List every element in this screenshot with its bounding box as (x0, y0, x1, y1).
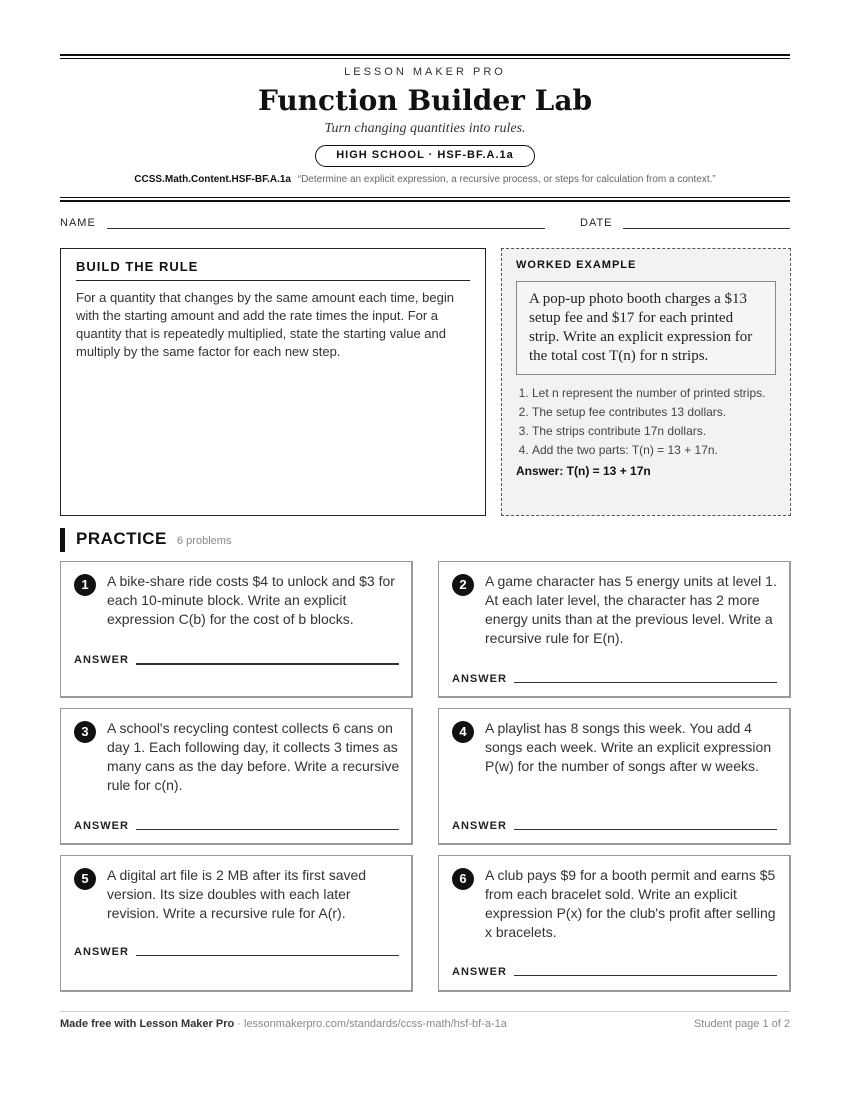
worked-example-answer: Answer: T(n) = 13 + 17n (516, 464, 651, 478)
name-field[interactable] (107, 228, 545, 229)
build-the-rule-text: For a quantity that changes by the same amount each time, begin with the starting amount and add the rate times the input. For a quantity that is repeatedly multiplied, state the starting value and multiply by the same factor for each new step. (76, 290, 454, 359)
standard-line (60, 174, 790, 185)
footer-page-number: Student page 1 of 2 (693, 1018, 790, 1030)
footer-made-with: Made free with Lesson Maker Pro (60, 1018, 235, 1030)
example-step: 3. The strips contribute 17n dollars. (532, 423, 776, 439)
header-top-rule (60, 54, 790, 59)
problem-card-6 (438, 855, 791, 992)
problem-number-badge: 5 (74, 868, 96, 890)
problem-text: A digital art file is 2 MB after its first saved version. Its size doubles with each later revision. Write a recursive rule for A(r). (107, 867, 367, 921)
problem-text: A game character has 5 energy units at level 1. At each later level, the character has 2 more energy units than at the previous level. Write a recursive rule for E(n). (485, 573, 777, 646)
answer-label: ANSWER (452, 673, 507, 685)
worked-example-heading: WORKED EXAMPLE (516, 259, 637, 271)
header-bottom-rule (60, 197, 790, 202)
answer-field[interactable] (514, 682, 777, 683)
problem-card-3 (60, 708, 413, 845)
problem-number-badge: 4 (452, 721, 474, 743)
build-the-rule-heading: BUILD THE RULE (76, 259, 470, 281)
answer-label: ANSWER (452, 820, 507, 832)
brand-name: LESSON MAKER PRO (344, 66, 506, 78)
problem-text: A playlist has 8 songs this week. You add 4 songs each week. Write an explicit expression P(w) for the number of songs after w weeks. (485, 720, 772, 774)
standard-code: CCSS.Math.Content.HSF-BF.A.1a (134, 174, 291, 185)
answer-field[interactable] (136, 955, 399, 956)
problem-text: A club pays $9 for a booth permit and earns $5 from each bracelet sold. Write an explicit expression P(x) for the club's profit after selling x bracelets. (485, 867, 776, 940)
answer-field[interactable] (136, 829, 399, 830)
problem-number-badge: 1 (74, 574, 96, 596)
answer-label: ANSWER (74, 654, 129, 666)
example-step: 4. Add the two parts: T(n) = 13 + 17n. (532, 442, 776, 458)
standard-text: “Determine an explicit expression, a recursive process, or steps for calculation from a context.” (297, 174, 716, 185)
footer-divider (60, 1011, 790, 1012)
practice-count: 6 problems (177, 535, 232, 547)
answer-label: ANSWER (74, 820, 129, 832)
problem-text: A bike-share ride costs $4 to unlock and $3 for each 10-minute block. Write an explicit expression C(b) for the cost of b blocks. (107, 573, 395, 627)
worked-example-box (501, 248, 791, 516)
problem-number-badge: 3 (74, 721, 96, 743)
problem-text: A school's recycling contest collects 6 cans on day 1. Each following day, it collects 3 times as many cans as the day before. Write a recursive rule for c(n). (107, 720, 400, 793)
example-step: 1. Let n represent the number of printed strips. (532, 385, 776, 401)
practice-accent-bar (60, 528, 65, 552)
page-title: Function Builder Lab (257, 84, 593, 117)
problem-card-5 (60, 855, 413, 992)
worked-example-steps (516, 385, 776, 458)
answer-field[interactable] (514, 829, 777, 830)
answer-field[interactable] (136, 663, 399, 665)
problem-card-1 (60, 561, 413, 698)
footer-url[interactable]: · lessonmakerpro.com/standards/ccss-math/hsf-bf-a-1a (234, 1018, 507, 1030)
answer-label: ANSWER (74, 946, 129, 958)
worksheet-page (60, 0, 790, 1100)
date-field[interactable] (623, 228, 790, 229)
page-subtitle: Turn changing quantities into rules. (324, 121, 526, 136)
practice-heading: PRACTICE (76, 529, 167, 548)
answer-label: ANSWER (452, 966, 507, 978)
date-label: DATE (580, 217, 613, 229)
grade-standard-badge: HIGH SCHOOL · HSF-BF.A.1a (315, 145, 535, 167)
build-the-rule-box (60, 248, 486, 516)
footer-credit (60, 1018, 507, 1030)
worked-example-problem: A pop-up photo booth charges a $13 setup fee and $17 for each printed strip. Write an explicit expression for the total cost T(n) for n strips. (516, 281, 776, 375)
example-step: 2. The setup fee contributes 13 dollars. (532, 404, 776, 420)
problem-number-badge: 6 (452, 868, 474, 890)
problem-number-badge: 2 (452, 574, 474, 596)
problem-card-2 (438, 561, 791, 698)
answer-field[interactable] (514, 975, 777, 976)
name-label: NAME (60, 217, 96, 229)
problem-card-4 (438, 708, 791, 845)
